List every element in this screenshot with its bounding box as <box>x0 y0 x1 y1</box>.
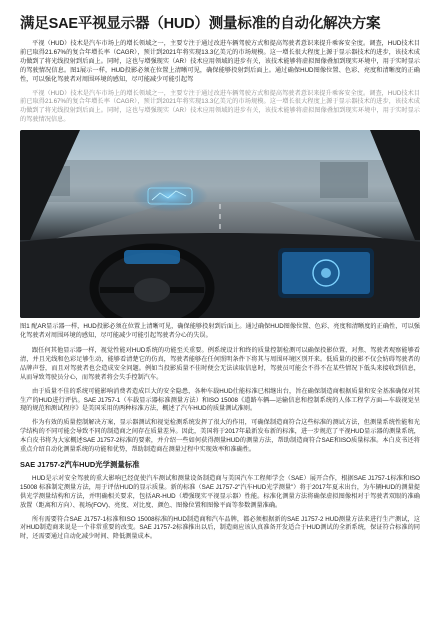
body-paragraph-standards: 由于质量不佳的系统可能影响消费者造成巨大的安全隐患，各种车载HUD仕能标准已相继出台，旨在确保制造商根据质量和安全基准确保对其生产的HUD进行评估。SAE J1757-1（车载显示器标准测量方法）和ISO 15008《道路车辆—运输信息和控制系统的人体工程学方面—车载视觉呈现的规范和测试程序》是美国采用的两种标准方法，概述了汽车HUD的质量测试准则。 <box>20 387 420 413</box>
body-paragraph-compliance: 所有需要符合SAE J1757-1标准和ISO 15008标准的HUD制造商和汽车品牌，都必须根据新的SAE J1757-2 HUD测量方法来进行生产测试，这对HUD制造商来说是一个非常重要的改变。SAE J1757-2标准推出以后，制造商应该认真准备开发适合于HUD测试的全新系统，保证符合标准的同时，还需要通过自动化减少时间、降低测量成本。 <box>20 515 420 541</box>
intro-paragraph: 平视（HUD）技术是汽车市场上的增长领域之一，主要专注于通过改进车辆驾驶方式和提高驾驶者意识来提升乘客安全度。调查，HUD技术目前已取得21.67%的复合年增长率（CAGR），预计到2021年将实现13.3亿美元的市场规模。这一增长很大程度上源于显示器技术的进步，该技术成功做到了将光线投射到后面上。同时，这也与增强现实（AR）技术应用领域的进步有关，该技术能够将虚拟图像叠加到现实环境中，用于实时显示的驾驶情况信息。图1展示一样，HUD投影必须在位置上清晰可见，确保能够投射到后面上。通过确保HUD图像位置、色彩、亮度和清晰度的正确性，可以强化驾驶者对周围环境的感知，尽可能减少可能引起驾 <box>20 40 420 83</box>
body-paragraph-sae: HUD是示对安全驾驶的重大影响已经促使汽车测试和测量设备制造商与美国汽车工程师学会（SAE）展开合作，根据SAE J1757-1标准和ISO 15008 标准制定测量方法，用于评估HUD的显示质量。新的标准（SAE J1757-2"汽车HUD光学测量"）将于2017年夏末出台，为车辆HUD的测量提供光学测量结构和方法，并明确相关要求，包括AR-HUD（增强现实平视显示器）性能。标准化测量方法将确保虚拟图像相对于驾驶者双眼的准确放置（距离和方向）、视场(FOV)、亮度、对比度、颜色、图像位置和图像平面等参数测量准确。 <box>20 474 420 509</box>
figure-caption: 图1 配AR显示器一样，HUD投影必须在位置上清晰可见，确保能够投射到后面上。通过确保HUD图像位置、色彩、亮度和清晰度的正确性，可以强化驾驶者对周围环境的感知，尽可能减少可能引起驾驶者分心的失误。 <box>20 323 420 340</box>
section-heading: SAE J1757-2汽车HUD光学测量标准 <box>20 459 140 469</box>
body-paragraph-solution: 作为有效的质量控制解决方案，显示器测试和视觉检测系统发挥了很大的作用，可确保制造商符合这些标准的测试方法，但测量系统性能和光学结构的不同可能会导致不同的制造商之间存在质量差异。因此，美国将于2017年最新发布新的标准，进一步规范了平视HUD显示器的测量系统，本白皮书将为大家概述SAE J1757-2标准的要素，并介绍一些如何获得测量HUD的测量方法，帮助制造商符合SAE和ISO质量标准。本白皮书还将重点介绍自动化测量系统的功能和优势，帮助制造商在测量过程中实现效率和准确性。 <box>20 419 420 454</box>
hud-dashboard-photo <box>20 130 420 318</box>
document-page <box>20 14 420 547</box>
article-title: 满足SAE平视显示器（HUD）测量标准的自动化解决方案 <box>20 16 381 32</box>
body-paragraph-quality: 跟任何其他显示器一样，视觉性能对HUD系统的功能至关重要。例系统设计和终的质量控制检测可以确保投影位置，对焦、驾驶者观察能够看清，并且光线和色彩足够生动，能够看清楚它的仿真，驾驶者能够在任何照明条件下将其与周围环境区别开来。低质量的投影不仅会妨碍驾驶者的品牌声誉，而且对驾驶者也会造成安全问题。例如当投影质量不佳时便会无法读取信息时，驾驶员可能会不得不在某些情况下低头来接收到信息，从而导致驾驶员分心，而驾驶者将会失手控制汽车。 <box>20 346 420 381</box>
intro-paragraph-repeat: 平视（HUD）技术是汽车市场上的增长领域之一，主要专注于通过改进车辆驾驶方式和提高驾驶者意识来提升乘客安全度。调查，HUD技术目前已取得21.67%的复合年增长率（CAGR），预计到2021年将实现13.3亿美元的市场规模。这一增长很大程度上源于显示器技术的进步，该技术成功做到了将光线投射到后面上。同时，这也与增强现实（AR）技术应用领域的进步有关，该技术能够将虚拟图像叠加到现实环境中，用于实时显示的驾驶情况信息。 <box>20 89 420 124</box>
hud-photo-illustration <box>20 130 420 318</box>
